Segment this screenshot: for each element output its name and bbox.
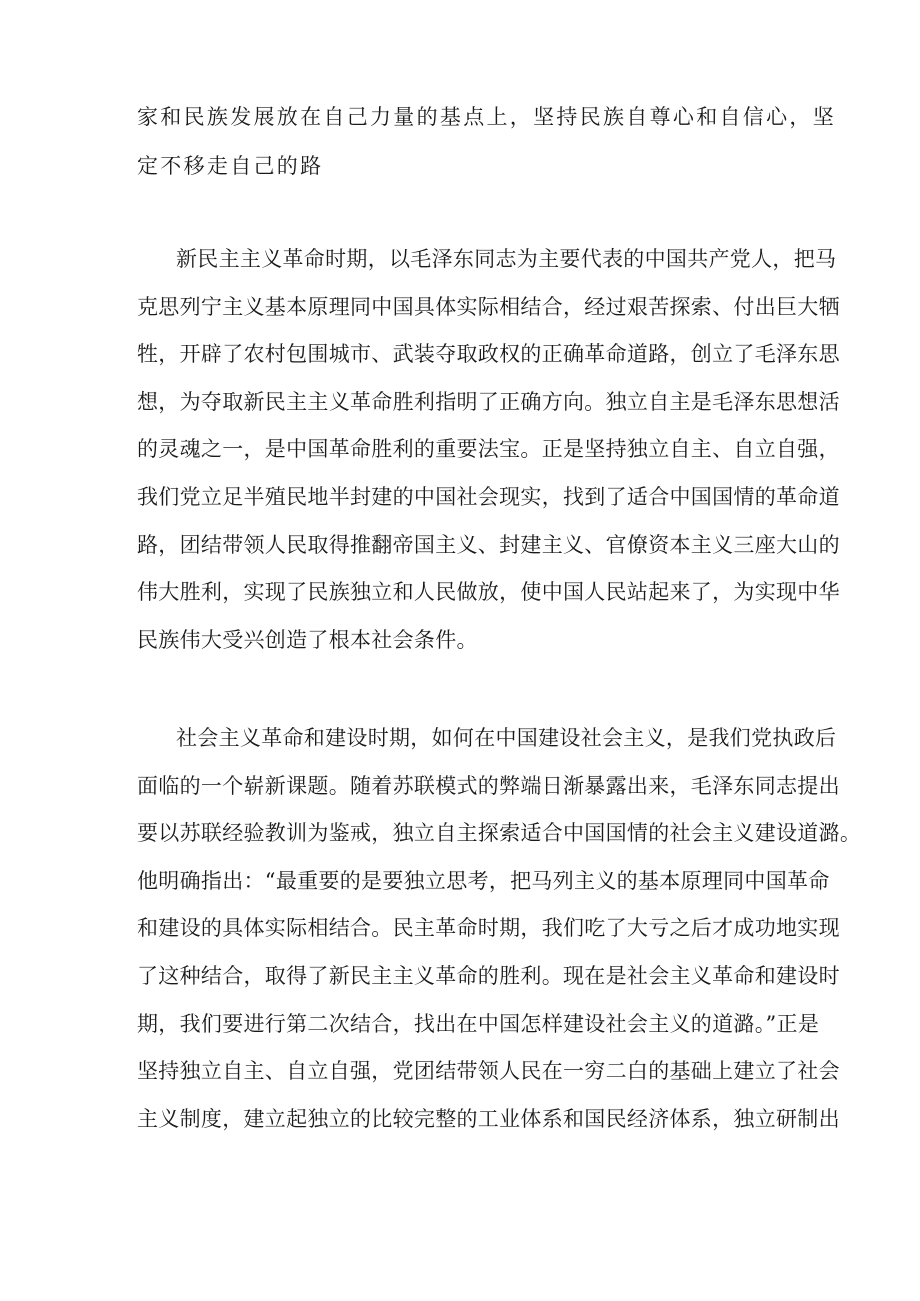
paragraph-line: 民族伟大受兴创造了根本社会条件。 (137, 627, 478, 652)
paragraph-line: 克思列宁主义基本原理同中国具体实际相结合，经过艰苦探索、付出巨大牺 (137, 294, 840, 319)
paragraph-line: 牲，开辟了农村包围城市、武装夺取政权的正确革命道路，创立了毛泽东思 (137, 342, 840, 367)
paragraph-line: 和建设的具体实际相结合。民主革命时期，我们吃了大亏之后才成功地实现 (137, 916, 840, 941)
paragraph-line: 要以苏联经验教训为鉴戒，独立自主探索适合中国国情的社会主义建设道潞。 (137, 821, 862, 846)
section-heading (137, 93, 836, 191)
paragraph-line: 路，团结带领人民取得推翻帝国主义、封建主义、官僚资本主义三座大山的 (137, 532, 840, 557)
paragraph-line: 他明确指出：“最重要的是要独立思考，把马列主义的基本原理同中国革命 (137, 868, 830, 893)
paragraph-line: 坚持独立自主、自立自强，党团结带领人民在一穷二白的基础上建立了社会 (137, 1059, 840, 1084)
paragraph-new-democratic-revolution (137, 236, 840, 664)
paragraph-line: 了这种结合，取得了新民主主义革命的胜利。现在是社会主义革命和建设时 (137, 963, 840, 988)
heading-line: 定不移走自己的路 (137, 154, 324, 178)
paragraph-line: 的灵魂之一，是中国革命胜利的重要法宝。正是坚持独立自主、自立自强， (137, 437, 840, 462)
paragraph-line: 主义制度，建立起独立的比较完整的工业体系和国民经济体系，独立研制出 (137, 1106, 840, 1131)
heading-line: 家和民族发展放在自己力量的基点上，坚持民族自尊心和自信心，坚 (137, 105, 836, 129)
paragraph-line: 我们党立足半殖民地半封建的中国社会现实，找到了适合中国国情的革命道 (137, 484, 840, 509)
paragraph-line: 期，我们要进行第二次结合，找出在中国怎样建设社会主义的道潞。”正是 (137, 1011, 820, 1036)
paragraph-line: 面临的一个崭新课题。随着苏联模式的弊端日渐暴露出来，毛泽东同志提出 (137, 773, 840, 798)
paragraph-line: 新民主主义革命时期，以毛泽东同志为主要代表的中国共产党人，把马 (176, 247, 837, 271)
paragraph-socialist-construction (137, 715, 862, 1143)
paragraph-line: 伟大胜利，实现了民族独立和人民做放，使中国人民站起来了，为实现中华 (137, 580, 840, 605)
paragraph-line: 社会主义革命和建设时期，如何在中国建设社会主义，是我们党执政后 (176, 726, 837, 750)
paragraph-line: 想，为夺取新民主主义革命胜利指明了正确方向。独立自主是毛泽东思想活 (137, 389, 840, 414)
